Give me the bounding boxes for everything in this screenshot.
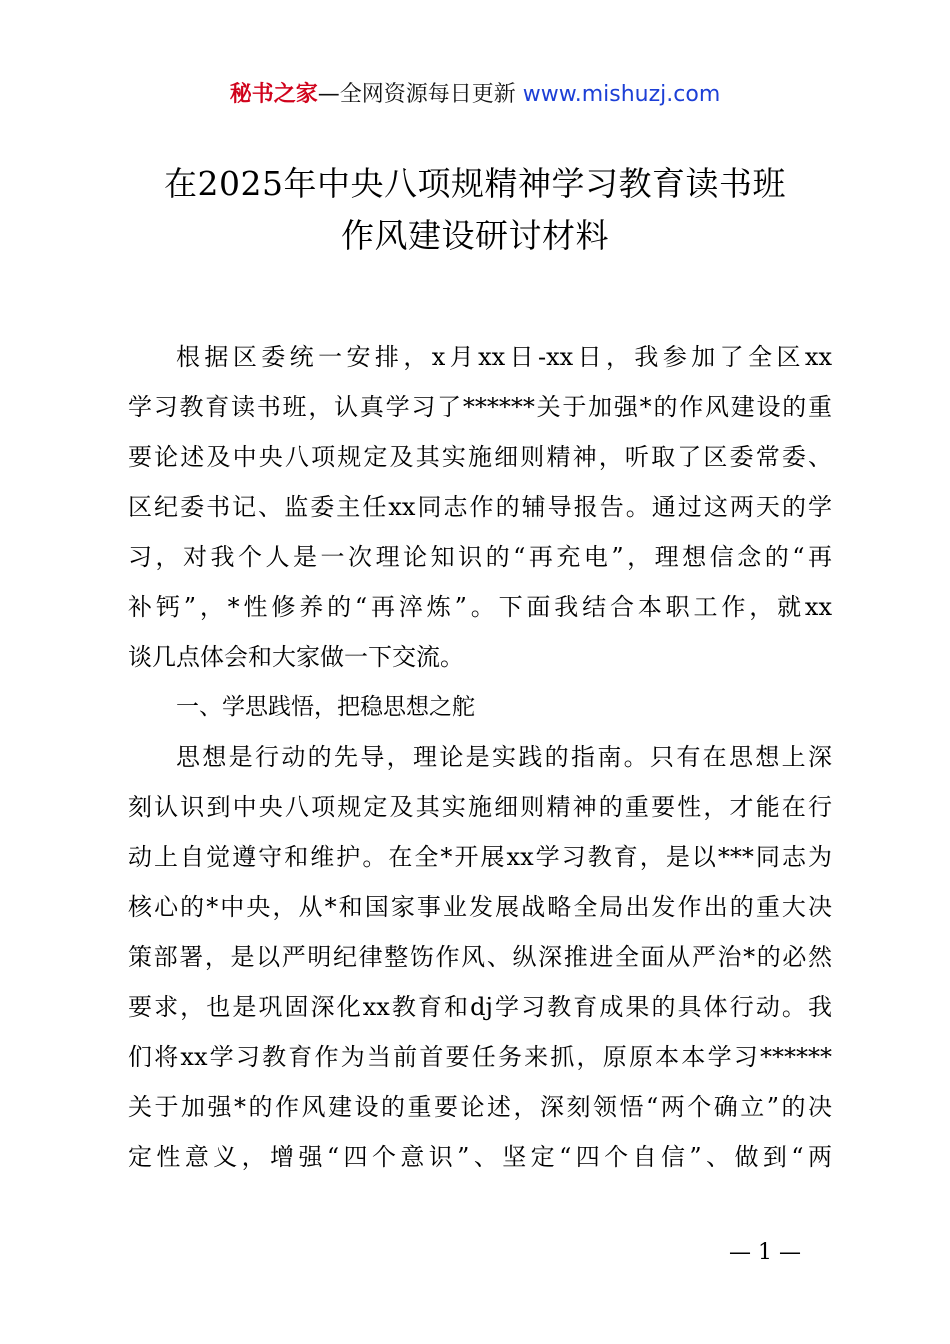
paragraph-line: 要求，也是巩固深化xx教育和dj学习教育成果的具体行动。我: [128, 993, 832, 1021]
site-brand: 秘书之家: [229, 82, 318, 107]
site-url-link[interactable]: www.mishuzj.com: [522, 82, 721, 107]
paragraph-line: 关于加强*的作风建设的重要论述，深刻领悟“两个确立”的决: [128, 1093, 832, 1121]
paragraph-line: 谈几点体会和大家做一下交流。: [128, 643, 464, 671]
paragraph-line: 补钙”，*性修养的“再淬炼”。下面我结合本职工作，就xx: [128, 593, 832, 621]
paragraph-line: 要论述及中央八项规定及其实施细则精神，听取了区委常委、: [128, 443, 832, 471]
page-number: — 1 —: [729, 1240, 801, 1265]
paragraph-line: 习，对我个人是一次理论知识的“再充电”，理想信念的“再: [128, 543, 832, 571]
paragraph-line: 思想是行动的先导，理论是实践的指南。只有在思想上深: [176, 743, 832, 771]
paragraph-line: 核心的*中央，从*和国家事业发展战略全局出发作出的重大决: [128, 893, 832, 921]
title-line-1: 在2025年中央八项规精神学习教育读书班: [164, 164, 786, 203]
paragraph-line: 定性意义，增强“四个意识”、坚定“四个自信”、做到“两: [128, 1143, 832, 1171]
paragraph-line: 学习教育读书班，认真学习了******关于加强*的作风建设的重: [128, 393, 832, 421]
paragraph-line: 刻认识到中央八项规定及其实施细则精神的重要性，才能在行: [128, 793, 832, 821]
document-title: [0, 158, 950, 262]
paragraph-line: 策部署，是以严明纪律整饬作风、纵深推进全面从严治*的必然: [128, 943, 832, 971]
section-heading: 一、学思践悟，把稳思想之舵: [176, 694, 475, 720]
paragraph-line: 区纪委书记、监委主任xx同志作的辅导报告。通过这两天的学: [128, 493, 832, 521]
document-body: [128, 332, 832, 1182]
paragraph-line: 们将xx学习教育作为当前首要任务来抓，原原本本学习******: [128, 1043, 832, 1071]
paragraph-line: 根据区委统一安排，x月xx日-xx日，我参加了全区xx: [176, 343, 832, 371]
paragraph-line: 动上自觉遵守和维护。在全*开展xx学习教育，是以***同志为: [128, 843, 832, 871]
site-banner: [0, 78, 950, 112]
site-tagline: —全网资源每日更新: [317, 82, 516, 107]
title-line-2: 作风建设研讨材料: [341, 216, 609, 255]
